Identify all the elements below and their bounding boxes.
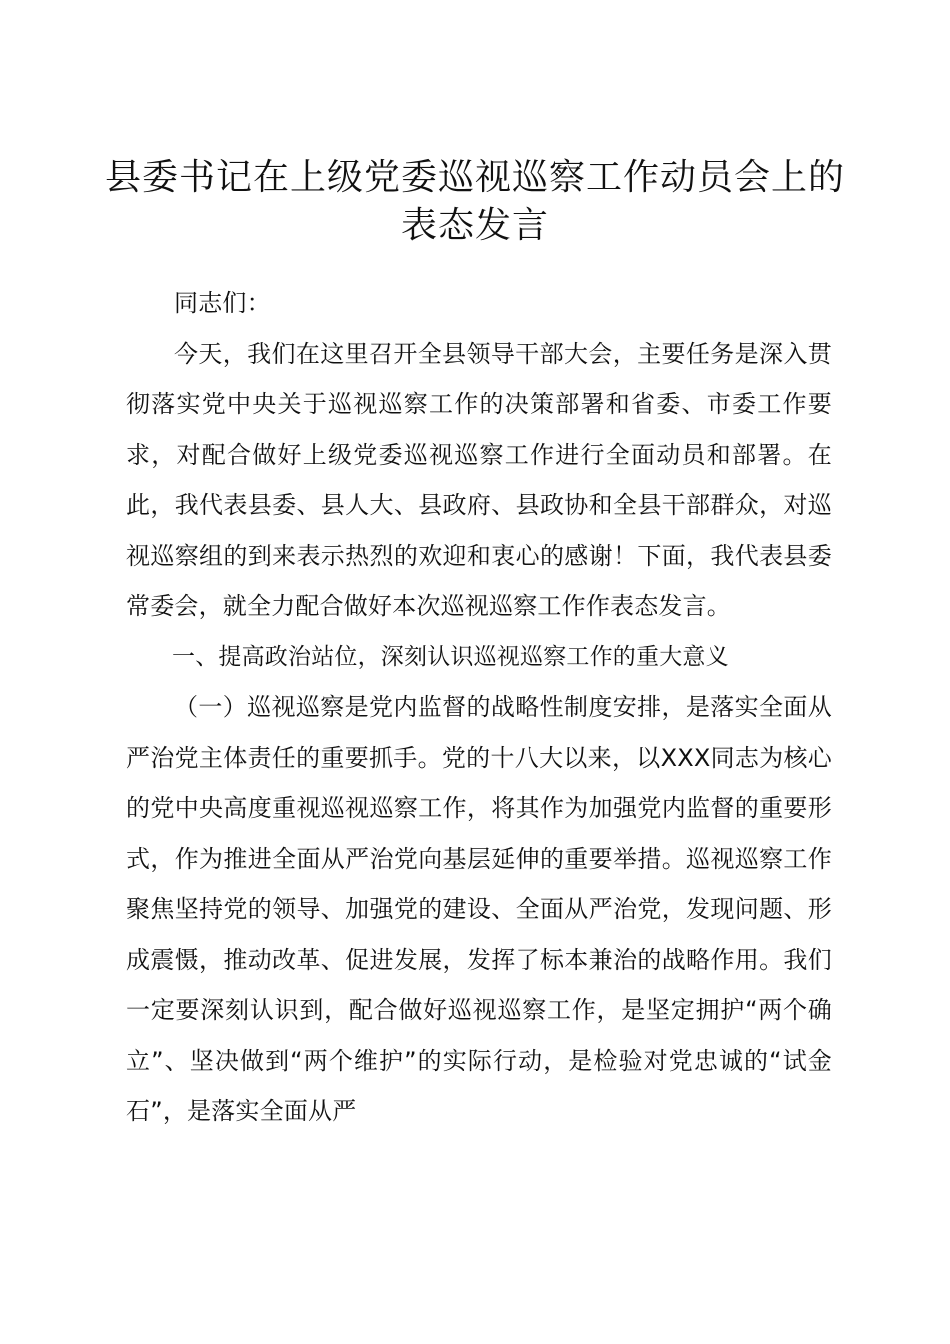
- document-body: [126, 278, 832, 1137]
- paragraph-section-1: （一）巡视巡察是党内监督的战略性制度安排，是落实全面从严治党主体责任的重要抓手。党的十八大以来，以XXX同志为核心的党中央高度重视巡视巡察工作，将其作为加强党内监督的重要形式，作为推进全面从严治党向基层延伸的重要举措。巡视巡察工作聚焦坚持党的领导、加强党的建设、全面从严治党，发现问题、形成震慑，推动改革、促进发展，发挥了标本兼治的战略作用。我们一定要深刻认识到，配合做好巡视巡察工作，是坚定拥护“两个确立”、坚决做到“两个维护”的实际行动，是检验对党忠诚的“试金石”，是落实全面从严: [126, 693, 832, 1125]
- salutation: 同志们：: [174, 289, 271, 317]
- title-line-1: 县委书记在上级党委巡视巡察工作动员会上的: [104, 157, 845, 198]
- document-title: [100, 154, 850, 250]
- section-heading: 一、提高政治站位，深刻认识巡视巡察工作的重大意义: [172, 643, 729, 670]
- title-line-2: 表态发言: [400, 205, 549, 246]
- paragraph-opening: 今天，我们在这里召开全县领导干部大会，主要任务是深入贯彻落实党中央关于巡视巡察工作的决策部署和省委、市委工作要求，对配合做好上级党委巡视巡察工作进行全面动员和部署。在此，我代表县委、县人大、县政府、县政协和全县干部群众，对巡视巡察组的到来表示热烈的欢迎和衷心的感谢！下面，我代表县委常委会，就全力配合做好本次巡视巡察工作作表态发言。: [126, 339, 832, 620]
